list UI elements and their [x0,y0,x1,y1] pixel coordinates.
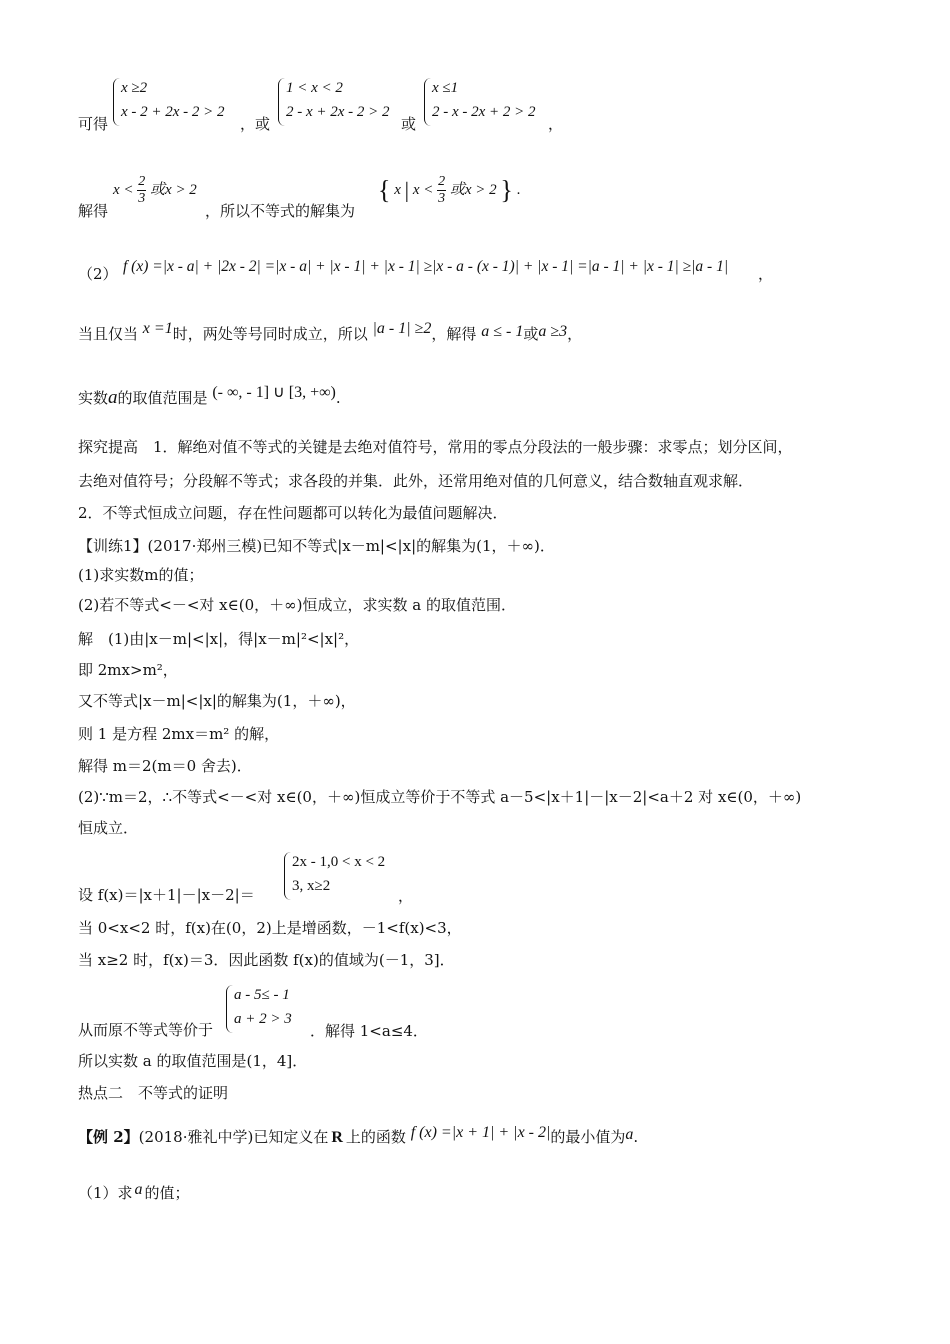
q1-t1: （1）求 [78,1184,133,1202]
ex2-t2: (2018·雅礼中学)已知定义在 [138,1128,329,1146]
define-f-text: 设 f(x)＝|x＋1|－|x－2|＝ [78,886,255,904]
system-3-row-1: x ≤1 [432,80,459,96]
question-1 [78,1183,190,1204]
set-frac-num: 2 [438,174,446,189]
eq-t3: ，解得 [431,325,477,343]
system-1-row-2: x - 2 + 2x - 2 > 2 [121,104,225,120]
brace-3 [424,78,431,126]
range-t2: 的取值范围是 [117,389,208,407]
set-fraction [437,174,446,207]
system-f-row-2: 3, x≥2 [292,878,331,894]
eq-t1: 当且仅当 [78,325,139,343]
range-t1: 实数 [78,389,109,407]
para-line-5: (1)求实数m的值； [78,566,204,584]
para-line-6: (2)若不等式<－<对 x∈(0，＋∞)恒成立，求实数 a 的取值范围． [78,596,516,614]
equality-line [78,320,583,345]
range-a: a [108,387,118,408]
final-line-1: 所以实数 a 的取值范围是(1，4]． [78,1052,308,1070]
brace-2 [278,78,285,126]
q1-a: a [134,1181,143,1198]
part2-tail: ， [758,265,774,283]
system-3-row-2: 2 - x - 2x + 2 > 2 [432,104,536,120]
set-x-lt: x < [412,181,434,198]
frac-den: 3 [138,191,146,206]
eq-t2: 时，两处等号同时成立，所以 [172,325,368,343]
ex2-formula: f (x) =|x + 1| + |x - 2| [410,1124,551,1141]
para-line-10: 则 1 是方程 2mx＝m² 的解， [78,725,280,743]
example2-line [78,1124,639,1148]
system-2-row-1: 1 < x < 2 [286,80,343,96]
text-suoyi: ，所以不等式的解集为 [205,202,356,220]
set-or: 或x > 2 [449,181,497,198]
para-line-12: (2)∵m＝2，∴不等式<－<对 x∈(0，＋∞)恒成立等价于不等式 a－5<|x＋1|－|x－2|<a＋2 对 x∈(0，＋∞) [78,788,802,806]
range-line [78,384,341,409]
frac-num: 2 [138,174,146,189]
after-f-line-2: 当 x≥2 时，f(x)＝3．因此函数 f(x)的值域为(－1，3]． [78,951,455,969]
q1-t2: 的值； [144,1184,190,1202]
para-line-4: 【训练1】(2017·郑州三模)已知不等式|x－m|<|x|的解集为(1，＋∞)． [78,537,555,555]
set-frac-den: 3 [438,191,446,206]
sol-x-lt: x < [113,181,134,198]
ex2-t3: 上的函数 [345,1128,406,1146]
text-jiede: 解得 [78,202,109,220]
set-period: . [516,181,521,198]
after-f-line-1: 当 0<x<2 时，f(x)在(0，2)上是增函数，－1<f(x)<3， [78,919,462,937]
final-line-2: 热点二 不等式的证明 [78,1084,229,1102]
system-f [292,850,385,898]
para-line-8: 即 2mx>m²， [78,661,178,679]
range-interval: (- ∞, - 1] ∪ [3, +∞) [212,384,336,401]
ex2-t4: 的最小值为 [550,1128,626,1146]
solution-set [378,174,520,207]
equiv-tail: ．解得 1<a≤4． [310,1022,428,1040]
set-brace-close: } [500,175,513,205]
define-f-tail: ， [398,887,414,905]
ex2-a: a [625,1126,634,1143]
brace-f [284,852,291,900]
sol-or-gt: 或x > 2 [150,181,197,198]
brace-equiv [226,985,233,1033]
text-keyi-de: 可得 [78,115,109,133]
brace-1 [113,78,120,126]
eq-x: x =1 [142,320,173,337]
eq-a-ge: a ≥3 [538,323,568,340]
part2-label: （2） [78,265,118,283]
eq-abs: |a - 1| ≥2 [372,320,432,337]
system-equiv [234,983,292,1031]
system-2 [286,76,390,124]
equiv-text: 从而原不等式等价于 [78,1021,214,1039]
system-equiv-row-2: a + 2 > 3 [234,1011,292,1027]
range-t3: . [335,389,341,407]
system-2-row-2: 2 - x + 2x - 2 > 2 [286,104,390,120]
eq-a-le: a ≤ - 1 [481,323,524,340]
eq-t4: 或 [523,325,539,343]
system-3 [432,76,536,124]
system-f-row-1: 2x - 1,0 < x < 2 [292,854,386,870]
part2-formula: f (x) =|x - a| + |2x - 2| =|x - a| + |x - 1| + |x - 1| ≥|x - a - (x - 1)| + |x - 1| =|a - 1| + |x - 1| ≥|a - 1| [123,258,729,275]
ex2-t5: . [633,1128,639,1146]
eq-t5: ， [567,325,583,343]
ex2-label: 【例 2】 [78,1128,139,1146]
set-x: x [394,181,401,198]
text-comma-1: ， [548,115,564,133]
set-bar: | [404,177,410,203]
para-line-7: 解 (1)由|x－m|<|x|，得|x－m|²<|x|²， [78,630,360,648]
system-1-row-1: x ≥2 [121,80,148,96]
system-1 [121,76,225,124]
solution-inequality [113,174,197,207]
para-line-9: 又不等式|x－m|<|x|的解集为(1，＋∞)， [78,692,356,710]
system-equiv-row-1: a - 5≤ - 1 [234,987,290,1003]
para-line-11: 解得 m＝2(m＝0 舍去)． [78,757,252,775]
ex2-R: R [331,1129,343,1146]
set-brace-open: { [378,175,391,205]
para-line-3: 2．不等式恒成立问题，存在性问题都可以转化为最值问题解决． [78,504,508,522]
para-line-2: 去绝对值符号；分段解不等式；求各段的并集．此外，还常用绝对值的几何意义，结合数轴直观求解． [78,472,754,490]
fraction-two-thirds [137,174,146,207]
text-huo-1: ，或 [240,115,271,133]
text-huo-2: 或 [401,115,417,133]
para-line-1: 探究提高 1．解绝对值不等式的关键是去绝对值符号，常用的零点分段法的一般步骤：求零点；划分区间， [78,438,793,456]
para-line-13: 恒成立． [78,819,139,837]
